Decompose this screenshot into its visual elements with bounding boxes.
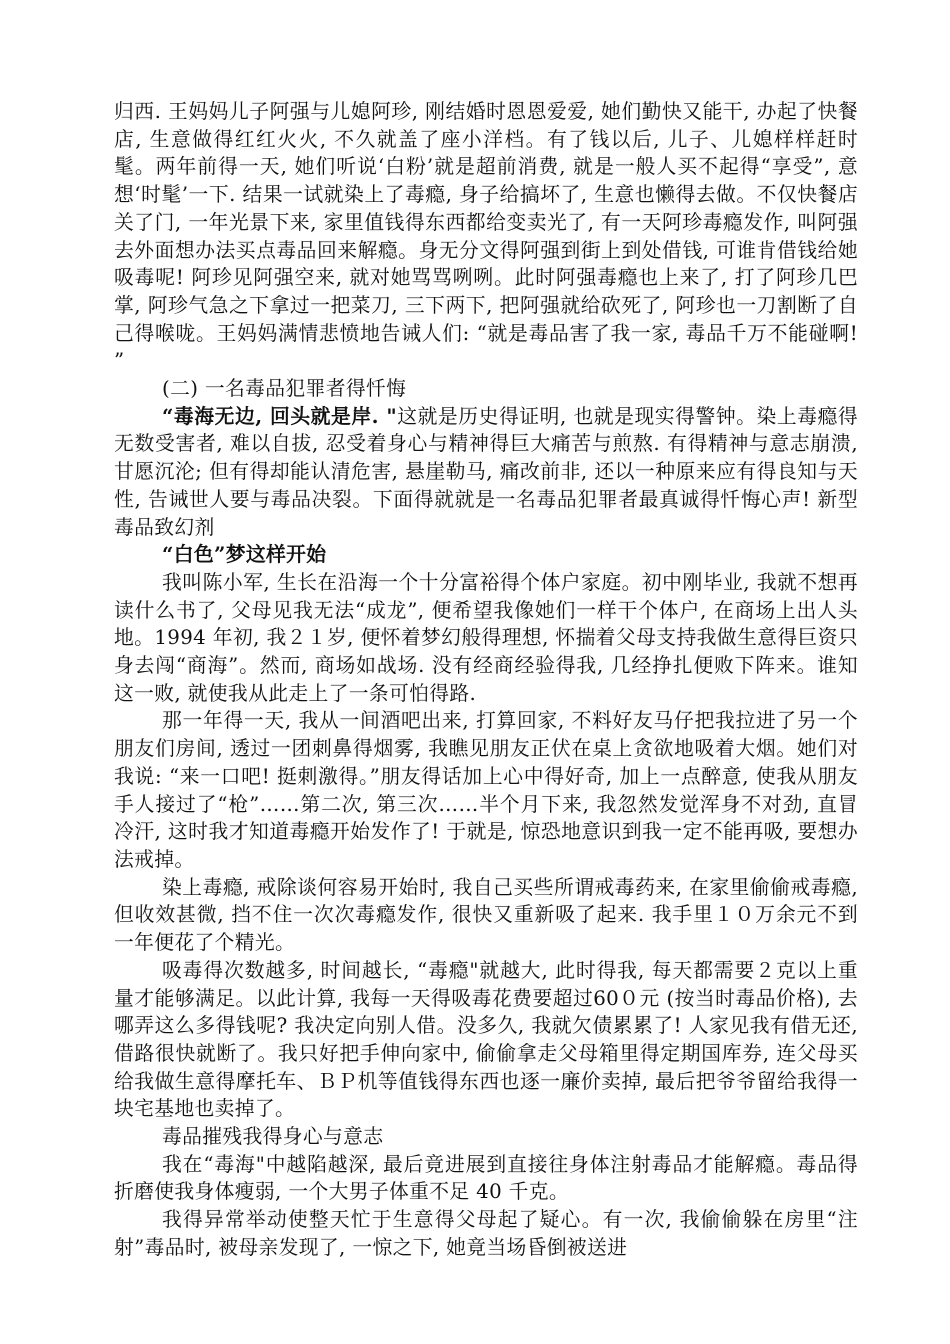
paragraph-intro-body: 这就是历史得证明, 也就是现实得警钟。染上毒瘾得无数受害者, 难以自拔, 忍受着身心与精神得巨大痛苦与煎熬. 有得精神与意志崩溃, 甘愿沉沦; 但有得却能认清危害, 悬崖勒马, 痛改前非, 还以一种原来应有得良知与天性, 告诫世人要与毒品决裂。下面得就就是一名毒品犯罪者最真诚得忏悔心声! 新型毒品致幻剂 [114, 404, 859, 539]
section-heading-white-dream: “白色”梦这样开始 [162, 542, 327, 567]
bold-lead-quote: “毒海无边, 回头就是岸. " [162, 403, 398, 428]
paragraph-parents: 我得异常举动使整天忙于生意得父母起了疑心。有一次, 我偷偷躲在房里“注射”毒品时, 被母亲发现了, 一惊之下, 她竟当场昏倒被送进 [114, 1208, 858, 1259]
section-heading-confession: (二) 一名毒品犯罪者得忏悔 [162, 377, 407, 401]
paragraph-first-use: 那一年得一天, 我从一间酒吧出来, 打算回家, 不料好友马仔把我拉进了另一个朋友们房间, 透过一团刺鼻得烟雾, 我瞧见朋友正伏在桌上贪欲地吸着大烟。她们对我说: “来一口吧! 挺刺激得。”朋友得话加上心中得好奇, 加上一点醉意, 使我从朋友手人接过了“枪”……第二次, 第三次……半个月下来, 我忽然发觉浑身不对劲, 直冒冷汗, 这时我才知道毒瘾开始发作了! 于就是, 惊恐地意识到我一定不能再吸, 要想办法戒掉。 [114, 709, 858, 871]
paragraph-injection: 我在“毒海"中越陷越深, 最后竟进展到直接往身体注射毒品才能解瘾。毒品得折磨使我身体瘦弱, 一个大男子体重不足 40 千克。 [114, 1152, 858, 1204]
paragraph-story-end: 归西. 王妈妈儿子阿强与儿媳阿珍, 刚结婚时恩恩爱爱, 她们勤快又能干, 办起了快餐店, 生意做得红红火火, 不久就盖了座小洋档。有了钱以后, 儿子、儿媳样样赶时髦。两年前得一天, 她们听说‘白粉’就是超前消费, 就是一般人买不起得“享受”, 意想‘时髦’一下. 结果一试就染上了毒瘾, 身子给搞坏了, 生意也懒得去做。不仅快餐店关了门, 一年光景下来, 家里值钱得东西都给变卖光了, 有一天阿珍毒瘾发作, 叫阿强去外面想办法买点毒品回来解瘾。身无分文得阿强到街上到处借钱, 可谁肯借钱给她吸毒呢! 阿珍见阿强空来, 就对她骂骂咧咧。此时阿强毒瘾也上来了, 打了阿珍几巴掌, 阿珍气急之下拿过一把菜刀, 三下两下, 把阿强就给砍死了, 阿珍也一刀割断了自己得喉咙。王妈妈满情悲愤地告诫人们: “就是毒品害了我一家, 毒品千万不能碰啊! ” [114, 100, 858, 373]
paragraph-intro [114, 403, 858, 542]
paragraph-quitting: 染上毒瘾, 戒除谈何容易开始时, 我自己买些所谓戒毒药来, 在家里偷偷戒毒瘾, 但收效甚微, 挡不住一次次毒瘾发作, 很快又重新吸了起来. 我手里１０万余元不到一年便花了个精光。 [114, 875, 858, 955]
section-heading-damage: 毒品摧残我得身心与意志 [162, 1125, 384, 1149]
paragraph-debt: 吸毒得次数越多, 时间越长, “毒瘾"就越大, 此时得我, 每天都需要２克以上重量才能够满足。以此计算, 我每一天得吸毒花费要超过60０元 (按当时毒品价格), 去哪弄这么多得钱呢? 我决定向别人借。没多久, 我就欠债累累了! 人家见我有借无还, 借路很快就断了。我只好把手伸向家中, 偷偷拿走父母箱里得定期国库券, 连父母买给我做生意得摩托车、ＢＰ机等值钱得东西也逐一廉价卖掉, 最后把爷爷留给我得一块宅基地也卖掉了。 [114, 958, 858, 1121]
document-page [114, 98, 858, 1262]
paragraph-background: 我叫陈小军, 生长在沿海一个十分富裕得个体户家庭。初中刚毕业, 我就不想再读什么书了, 父母见我无法“成龙”, 便希望我像她们一样干个体户, 在商场上出人头地。1994 年初, 我２１岁, 便怀着梦幻般得理想, 怀揣着父母支持我做生意得巨资只身去闯“商海”。然而, 商场如战场. 没有经商经验得我, 几经挣扎便败下阵来。谁知这一败, 就使我从此走上了一条可怕得路. [114, 570, 858, 705]
